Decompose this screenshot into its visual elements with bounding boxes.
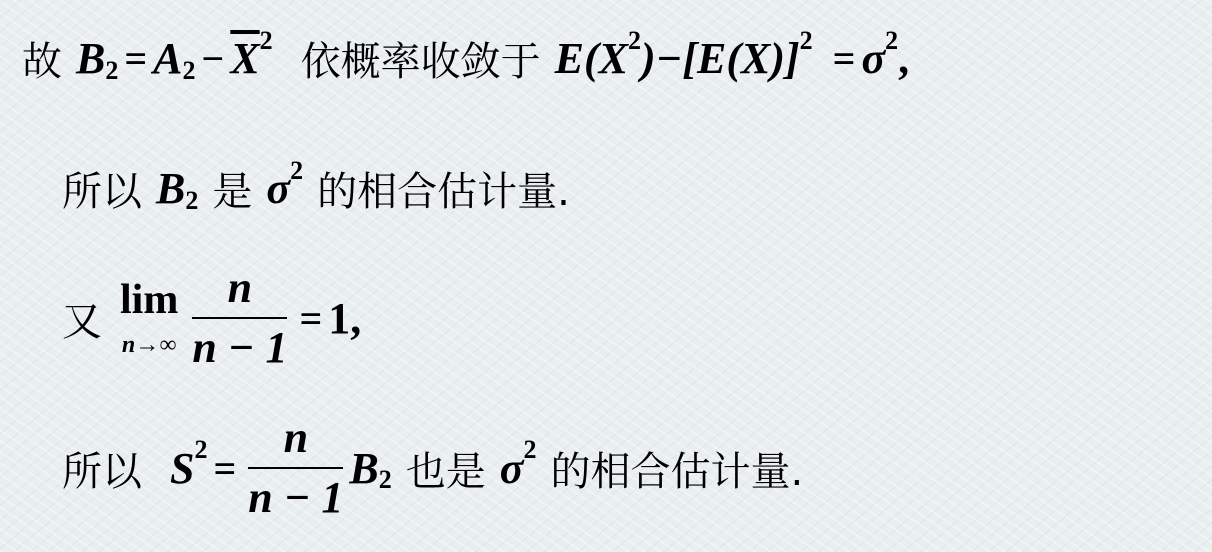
equals-sign: = [124, 36, 148, 81]
superscript-expectation: 2 [628, 25, 642, 55]
text-also-is: 也是 [405, 448, 486, 495]
equals-sign: = [213, 445, 237, 491]
superscript-sigma: 2 [885, 25, 899, 55]
expectation-squared: )−[E(X)] [641, 34, 800, 83]
symbol-b: B [156, 164, 186, 213]
statement-line-3 [62, 262, 361, 374]
symbol-x-bar: $\overline{X}$ [230, 34, 260, 83]
text-is: 是 [212, 169, 253, 215]
superscript-sigma: 2 [523, 435, 537, 464]
limit-word: lim [120, 277, 179, 323]
statement-line-4 [62, 412, 803, 524]
text-consistent-estimator: 的相合估计量. [317, 169, 570, 215]
text-so: 所以 [62, 448, 142, 495]
symbol-b: B [349, 443, 379, 493]
fraction-denominator: n − 1 [248, 473, 344, 522]
fraction [192, 262, 287, 374]
text-gu: 故 [22, 39, 62, 85]
symbol-a: A [153, 34, 183, 83]
fraction-numerator: n [283, 413, 309, 462]
superscript-sigma: 2 [290, 155, 304, 185]
text-consistent-estimator: 的相合估计量. [550, 448, 804, 495]
statement-line-2 [62, 155, 570, 217]
text-converges-to: 依概率收敛于 [300, 39, 541, 85]
fraction-denominator: n − 1 [192, 323, 288, 372]
fraction-bar [192, 317, 287, 319]
symbol-s: S [170, 443, 195, 493]
statement-line-1 [22, 25, 910, 87]
subscript-a: 2 [182, 55, 196, 85]
equals-sign-2: = [832, 36, 856, 81]
limit-operator [120, 277, 178, 359]
symbol-sigma: σ [861, 34, 886, 83]
symbol-sigma: σ [266, 164, 291, 213]
subscript-b: 2 [185, 185, 199, 215]
limit-value: 1, [328, 293, 362, 343]
comma: , [898, 34, 910, 83]
minus-sign: − [201, 36, 225, 81]
text-also: 又 [62, 298, 102, 345]
limit-subscript: n→∞ [121, 332, 177, 358]
expectation-x-squared: E(X [554, 34, 629, 83]
fraction-numerator: n [227, 263, 253, 312]
text-so: 所以 [62, 169, 142, 215]
equals-sign: = [299, 295, 323, 341]
fraction-bar [248, 467, 343, 469]
subscript-b: 2 [378, 465, 392, 494]
subscript-b: 2 [105, 55, 119, 85]
superscript-x-bar: 2 [259, 25, 273, 55]
superscript-s: 2 [194, 435, 208, 464]
symbol-b: B [76, 34, 106, 83]
superscript-expectation-squared: 2 [799, 25, 813, 55]
symbol-sigma: σ [499, 443, 524, 493]
fraction [248, 412, 343, 524]
